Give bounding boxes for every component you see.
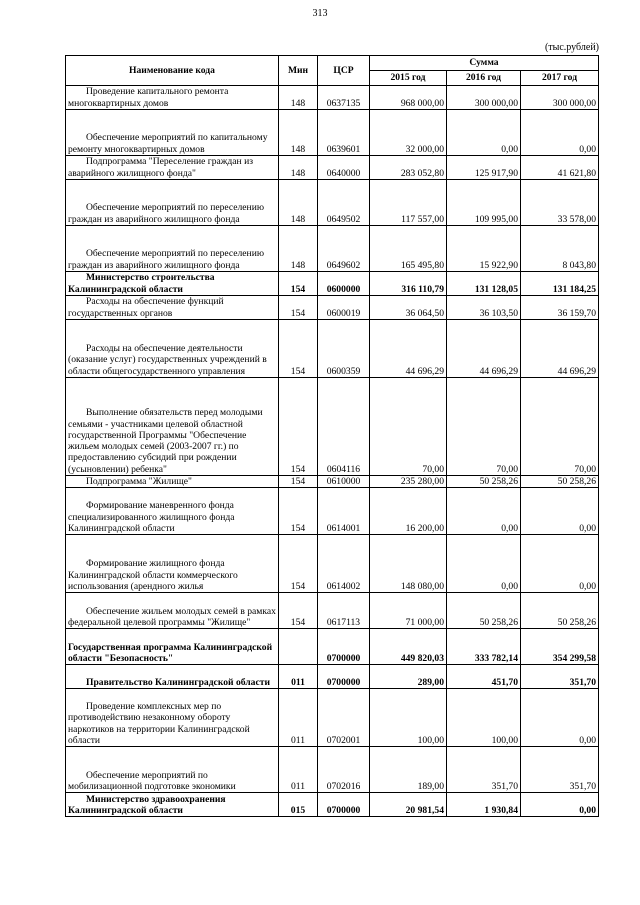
row-2017: 70,00 bbox=[521, 378, 599, 476]
row-2017: 0,00 bbox=[521, 535, 599, 593]
row-2017: 0,00 bbox=[521, 689, 599, 747]
header-2015: 2015 год bbox=[370, 71, 447, 86]
row-2015: 165 495,80 bbox=[370, 226, 447, 272]
row-name: Обеспечение мероприятий по капитальному ремонту многоквартирных домов bbox=[66, 110, 279, 156]
row-min: 148 bbox=[279, 180, 318, 226]
row-name: Подпрограмма "Жилище" bbox=[66, 476, 279, 488]
row-min: 148 bbox=[279, 156, 318, 180]
row-min: 154 bbox=[279, 535, 318, 593]
row-name: Обеспечение жильем молодых семей в рамках федеральной целевой программы "Жилище" bbox=[66, 593, 279, 629]
row-name: Проведение комплексных мер по противодействию незаконному обороту наркотиков на территории Калининградской области bbox=[66, 689, 279, 747]
row-2015: 20 981,54 bbox=[370, 793, 447, 817]
row-name: Правительство Калининградской области bbox=[66, 665, 279, 689]
header-min: Мин bbox=[279, 56, 318, 86]
row-name: Формирование жилищного фонда Калининградской области коммерческого использования (арендного жилья bbox=[66, 535, 279, 593]
row-2015: 44 696,29 bbox=[370, 320, 447, 378]
row-csr: 0700000 bbox=[318, 665, 370, 689]
row-2017: 50 258,26 bbox=[521, 476, 599, 488]
table-row bbox=[66, 296, 599, 320]
row-name: Обеспечение мероприятий по переселению граждан из аварийного жилищного фонда bbox=[66, 180, 279, 226]
row-csr: 0614002 bbox=[318, 535, 370, 593]
row-min bbox=[279, 629, 318, 665]
row-name: Подпрограмма "Переселение граждан из аварийного жилищного фонда" bbox=[66, 156, 279, 180]
row-csr: 0702016 bbox=[318, 747, 370, 793]
row-2016: 50 258,26 bbox=[447, 593, 521, 629]
row-2016: 44 696,29 bbox=[447, 320, 521, 378]
table-row bbox=[66, 272, 599, 296]
table-row bbox=[66, 86, 599, 110]
row-2015: 70,00 bbox=[370, 378, 447, 476]
row-csr: 0649602 bbox=[318, 226, 370, 272]
row-2017: 33 578,00 bbox=[521, 180, 599, 226]
row-2016: 131 128,05 bbox=[447, 272, 521, 296]
row-2015: 283 052,80 bbox=[370, 156, 447, 180]
row-csr: 0649502 bbox=[318, 180, 370, 226]
row-2015: 32 000,00 bbox=[370, 110, 447, 156]
row-2017: 351,70 bbox=[521, 665, 599, 689]
row-csr: 0600359 bbox=[318, 320, 370, 378]
row-2017: 131 184,25 bbox=[521, 272, 599, 296]
table-row bbox=[66, 110, 599, 156]
row-2016: 109 995,00 bbox=[447, 180, 521, 226]
row-min: 148 bbox=[279, 110, 318, 156]
row-csr: 0702001 bbox=[318, 689, 370, 747]
row-2015: 316 110,79 bbox=[370, 272, 447, 296]
row-csr: 0614001 bbox=[318, 488, 370, 535]
header-sum: Сумма bbox=[370, 56, 599, 71]
row-min: 148 bbox=[279, 86, 318, 110]
row-2016: 333 782,14 bbox=[447, 629, 521, 665]
row-2017: 0,00 bbox=[521, 488, 599, 535]
row-csr: 0637135 bbox=[318, 86, 370, 110]
row-min: 154 bbox=[279, 378, 318, 476]
row-name: Расходы на обеспечение функций государственных органов bbox=[66, 296, 279, 320]
row-2017: 300 000,00 bbox=[521, 86, 599, 110]
row-min: 154 bbox=[279, 320, 318, 378]
row-2015: 100,00 bbox=[370, 689, 447, 747]
row-csr: 0600000 bbox=[318, 272, 370, 296]
row-2017: 0,00 bbox=[521, 793, 599, 817]
table-row bbox=[66, 793, 599, 817]
row-name: Проведение капитального ремонта многоквартирных домов bbox=[66, 86, 279, 110]
row-2015: 449 820,03 bbox=[370, 629, 447, 665]
table-row bbox=[66, 665, 599, 689]
table-row bbox=[66, 378, 599, 476]
table-row bbox=[66, 476, 599, 488]
row-2016: 0,00 bbox=[447, 110, 521, 156]
header-name: Наименование кода bbox=[66, 56, 279, 86]
row-min: 011 bbox=[279, 665, 318, 689]
page-number: 313 bbox=[312, 8, 328, 19]
units-label: (тыс.рублей) bbox=[544, 42, 599, 53]
row-2015: 117 557,00 bbox=[370, 180, 447, 226]
row-name: Министерство строительства Калининградской области bbox=[66, 272, 279, 296]
row-min: 154 bbox=[279, 296, 318, 320]
row-2017: 41 621,80 bbox=[521, 156, 599, 180]
row-2016: 300 000,00 bbox=[447, 86, 521, 110]
row-2015: 235 280,00 bbox=[370, 476, 447, 488]
row-2017: 44 696,29 bbox=[521, 320, 599, 378]
row-name: Министерство здравоохранения Калининградской области bbox=[66, 793, 279, 817]
row-2017: 354 299,58 bbox=[521, 629, 599, 665]
row-2016: 451,70 bbox=[447, 665, 521, 689]
header-2017: 2017 год bbox=[521, 71, 599, 86]
row-min: 154 bbox=[279, 272, 318, 296]
row-2016: 50 258,26 bbox=[447, 476, 521, 488]
row-2015: 189,00 bbox=[370, 747, 447, 793]
row-csr: 0600019 bbox=[318, 296, 370, 320]
row-csr: 0700000 bbox=[318, 793, 370, 817]
row-2017: 50 258,26 bbox=[521, 593, 599, 629]
row-min: 011 bbox=[279, 689, 318, 747]
row-csr: 0617113 bbox=[318, 593, 370, 629]
row-min: 015 bbox=[279, 793, 318, 817]
table-row bbox=[66, 747, 599, 793]
row-2015: 968 000,00 bbox=[370, 86, 447, 110]
row-2016: 0,00 bbox=[447, 535, 521, 593]
row-2017: 351,70 bbox=[521, 747, 599, 793]
row-min: 154 bbox=[279, 488, 318, 535]
row-min: 154 bbox=[279, 476, 318, 488]
row-min: 148 bbox=[279, 226, 318, 272]
budget-table bbox=[65, 55, 599, 817]
row-csr: 0700000 bbox=[318, 629, 370, 665]
table-row bbox=[66, 689, 599, 747]
table-row bbox=[66, 629, 599, 665]
row-csr: 0640000 bbox=[318, 156, 370, 180]
row-2017: 8 043,80 bbox=[521, 226, 599, 272]
row-2015: 289,00 bbox=[370, 665, 447, 689]
row-2016: 100,00 bbox=[447, 689, 521, 747]
row-2016: 70,00 bbox=[447, 378, 521, 476]
row-2015: 16 200,00 bbox=[370, 488, 447, 535]
row-name: Обеспечение мероприятий по мобилизационной подготовке экономики bbox=[66, 747, 279, 793]
row-2016: 0,00 bbox=[447, 488, 521, 535]
row-2015: 148 080,00 bbox=[370, 535, 447, 593]
table-row bbox=[66, 320, 599, 378]
table-row bbox=[66, 156, 599, 180]
row-2016: 15 922,90 bbox=[447, 226, 521, 272]
row-2016: 36 103,50 bbox=[447, 296, 521, 320]
table-row bbox=[66, 593, 599, 629]
row-name: Расходы на обеспечение деятельности (оказание услуг) государственных учреждений в области общегосударственного управления bbox=[66, 320, 279, 378]
row-2015: 36 064,50 bbox=[370, 296, 447, 320]
row-csr: 0610000 bbox=[318, 476, 370, 488]
row-2017: 0,00 bbox=[521, 110, 599, 156]
row-min: 154 bbox=[279, 593, 318, 629]
row-name: Формирование маневренного фонда специализированного жилищного фонда Калининградской области bbox=[66, 488, 279, 535]
row-2015: 71 000,00 bbox=[370, 593, 447, 629]
row-2016: 125 917,90 bbox=[447, 156, 521, 180]
row-2016: 351,70 bbox=[447, 747, 521, 793]
table-row bbox=[66, 535, 599, 593]
header-2016: 2016 год bbox=[447, 71, 521, 86]
row-2016: 1 930,84 bbox=[447, 793, 521, 817]
row-csr: 0639601 bbox=[318, 110, 370, 156]
row-min: 011 bbox=[279, 747, 318, 793]
header-csr: ЦСР bbox=[318, 56, 370, 86]
row-name: Выполнение обязательств перед молодыми семьями - участниками целевой областной государственной Программы "Обеспечение жильем молодых семей (2003-2007 гг.) по предоставлению субсидий при рождении (усыновлении) ребенка" bbox=[66, 378, 279, 476]
table-row bbox=[66, 488, 599, 535]
row-name: Государственная программа Калининградской области "Безопасность" bbox=[66, 629, 279, 665]
row-2017: 36 159,70 bbox=[521, 296, 599, 320]
table-row bbox=[66, 180, 599, 226]
table-row bbox=[66, 226, 599, 272]
row-name: Обеспечение мероприятий по переселению граждан из аварийного жилищного фонда bbox=[66, 226, 279, 272]
row-csr: 0604116 bbox=[318, 378, 370, 476]
